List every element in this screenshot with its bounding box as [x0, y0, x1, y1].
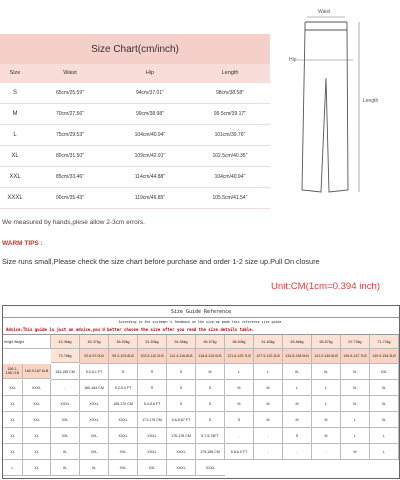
size-recommendation-cell: XXL [51, 428, 80, 444]
pound-header: 149.9-154.3LB [370, 349, 399, 364]
length-label: Length [363, 98, 379, 104]
size-chart-cell-size: S [0, 83, 30, 104]
size-recommendation-cell: S [138, 380, 167, 396]
size-chart-cell-waist: 90cm/35.43'' [30, 188, 110, 209]
size-recommendation-cell: L [254, 364, 283, 380]
size-chart-cell-waist: 65cm/25.59'' [30, 83, 110, 104]
reference-title: Size Guide Reference [3, 306, 399, 318]
size-chart-cell-size: M [0, 104, 30, 125]
height-ft: 5.2-5.4 FT [109, 380, 138, 396]
size-recommendation-cell: XL [341, 396, 370, 412]
pound-header: 160.9-167.6LB [23, 364, 51, 379]
size-chart-title: Size Chart(cm/inch) [0, 34, 270, 65]
size-chart-cell-length: 105.5cm/41.54'' [190, 188, 270, 209]
pound-header: 112.4-116.8LB [167, 349, 196, 364]
size-recommendation-cell: M [225, 380, 254, 396]
size-recommendation-cell: M [196, 364, 225, 380]
size-recommendation-cell: S [225, 412, 254, 428]
size-recommendation-cell: XL [312, 364, 341, 380]
pound-header: 121.6-125.7LB [225, 349, 254, 364]
size-recommendation-cell: - [51, 380, 80, 396]
size-recommendation-cell: M [254, 380, 283, 396]
weight-header: 61-63kg [254, 335, 283, 349]
size-chart-cell-size: XXXL [0, 188, 30, 209]
size-recommendation-cell: XXL [51, 412, 80, 428]
size-chart-cell-size: XXL [0, 167, 30, 188]
size-recommendation-cell: L [341, 428, 370, 444]
reference-corner: Height Weight [3, 335, 51, 349]
height-cm: 179-185 CM [196, 444, 225, 460]
size-recommendation-cell: XL [370, 380, 399, 396]
size-chart-header: Hip [110, 64, 190, 83]
size-recommendation-cell: XL [80, 460, 109, 476]
pound-header: 103.5-110.2LB [138, 349, 167, 364]
size-recommendation-cell: M [283, 396, 312, 412]
size-chart-section [0, 0, 400, 208]
size-chart-cell-hip: 109cm/42.91'' [110, 146, 190, 167]
size-recommendation-cell: S [167, 396, 196, 412]
pants-outline-icon [285, 0, 400, 208]
size-recommendation-cell: M [225, 396, 254, 412]
size-recommendation-cell: L [312, 380, 341, 396]
size-chart-cell-size: L [0, 125, 30, 146]
weight-header: 67-70kg [341, 335, 370, 349]
size-recommendation-cell: XXXL [51, 396, 80, 412]
weight-header: 42-46kg [51, 335, 80, 349]
size-recommendation-cell: XXXL [23, 380, 51, 396]
height-ft: 5.0-5.1 FT [80, 364, 109, 380]
warm-tips-text: Size runs small,Please check the size chart before purchase and order 1-2 size up.Pull On closure [2, 257, 320, 266]
size-recommendation-cell: M [254, 412, 283, 428]
size-chart-cell-length: 104cm/40.94'' [190, 167, 270, 188]
size-recommendation-cell: XXXL [167, 460, 196, 476]
size-chart-cell-waist: 75cm/29.53'' [30, 125, 110, 146]
size-chart-cell-length: 102.5cm/40.35'' [190, 146, 270, 167]
pound-header: 99.2-103.6LB [109, 349, 138, 364]
size-recommendation-cell: XXL [3, 380, 23, 396]
waist-label: Waist [318, 9, 331, 15]
unit-note: Unit:CM(1cm=0.394 inch) [271, 281, 381, 292]
pants-diagram [285, 0, 400, 208]
size-recommendation-cell: XL [3, 412, 23, 428]
size-recommendation-cell: - [225, 428, 254, 444]
size-recommendation-cell: XXXL [196, 460, 225, 476]
size-recommendation-cell: L [3, 460, 23, 476]
height-cm: 153-155 CM [51, 364, 80, 380]
size-chart-cell-waist: 70cm/27.56'' [30, 104, 110, 125]
size-recommendation-cell: XXXL [109, 428, 138, 444]
pound-header: 141.0-145.5LB [312, 349, 341, 364]
weight-header: 58-60kg [225, 335, 254, 349]
size-chart-cell-hip: 114cm/44.88'' [110, 167, 190, 188]
pound-header: 134.5-138.9LB [283, 349, 312, 364]
measure-note: We measured by hands,plese allow 2-3cm errors. [2, 219, 145, 226]
size-recommendation-cell: S [283, 428, 312, 444]
size-recommendation-cell: XXL [138, 460, 167, 476]
size-chart-cell-length: 98cm/38.58'' [190, 83, 270, 104]
size-recommendation-cell: XL [370, 412, 399, 428]
warm-tips-title: WARM TIPS : [2, 240, 43, 247]
size-recommendation-cell: L [225, 364, 254, 380]
height-cm: 160-164 CM [80, 380, 109, 396]
size-recommendation-cell: S [196, 396, 225, 412]
size-recommendation-cell: S [167, 364, 196, 380]
height-cm: 171-175 CM [138, 412, 167, 428]
size-chart-cell-waist: 85cm/33.46'' [30, 167, 110, 188]
size-recommendation-cell: XL [341, 380, 370, 396]
pound-header: 127.9-132.3LB [254, 349, 283, 364]
size-recommendation-cell: M [341, 444, 370, 460]
size-recommendation-cell: XXXL [138, 428, 167, 444]
size-chart-header: Size [0, 64, 30, 83]
size-recommendation-cell: S [138, 364, 167, 380]
height-cm: 165-170 CM [109, 396, 138, 412]
size-recommendation-cell: S [109, 364, 138, 380]
size-recommendation-cell: XL [283, 364, 312, 380]
height-ft: 5.4-5.6 FT [138, 396, 167, 412]
size-chart-cell-waist: 80cm/31.50'' [30, 146, 110, 167]
size-recommendation-cell: M [283, 412, 312, 428]
height-ft: 5.7-5.74FT [196, 428, 225, 444]
size-recommendation-cell: XL [3, 396, 23, 412]
weight-header: 73-76kg [51, 349, 80, 363]
size-recommendation-cell: XXXL [138, 444, 167, 460]
weight-header: 45-47kg [80, 335, 109, 349]
size-recommendation-cell: S [196, 412, 225, 428]
size-recommendation-cell: XXL [23, 412, 51, 428]
height-cm: 176-178 CM [167, 428, 196, 444]
size-recommendation-cell: XL [51, 460, 80, 476]
size-recommendation-cell: L [370, 444, 399, 460]
size-recommendation-cell: M [312, 428, 341, 444]
size-recommendation-cell: XXXL [109, 412, 138, 428]
reference-table [3, 335, 399, 476]
size-recommendation-cell: XXL [370, 364, 399, 380]
hip-label: Hip [289, 57, 297, 63]
size-guide-reference [2, 305, 400, 479]
pound-header: 145.5-147.7LB [341, 349, 370, 364]
size-chart-table [0, 64, 270, 209]
size-recommendation-cell: M [312, 412, 341, 428]
weight-header: 63-66kg [283, 335, 312, 349]
reference-advice: Advice:This guide is just an advice,you'd better choose the size after you read the size details table. [3, 326, 399, 335]
size-chart-cell-length: 101cm/39.76'' [190, 125, 270, 146]
size-recommendation-cell: L [370, 428, 399, 444]
size-recommendation-cell: XL [23, 460, 51, 476]
size-recommendation-cell: XL [341, 364, 370, 380]
size-recommendation-cell: XXL [23, 396, 51, 412]
size-recommendation-cell: XL [51, 444, 80, 460]
size-recommendation-cell: - [254, 444, 283, 460]
height-ft: 5.8-6.0 FT [225, 444, 254, 460]
size-recommendation-cell: XL [370, 396, 399, 412]
size-recommendation-cell: XL [3, 428, 23, 444]
weight-header: 56-57kg [196, 335, 225, 349]
size-chart-cell-size: XL [0, 146, 30, 167]
size-chart-cell-length: 99.5cm/39.17'' [190, 104, 270, 125]
weight-header: 66-67kg [312, 335, 341, 349]
size-chart-cell-hip: 94cm/37.01'' [110, 83, 190, 104]
size-recommendation-cell: L [312, 396, 341, 412]
size-chart-header: Waist [30, 64, 110, 83]
size-recommendation-cell: XL [23, 444, 51, 460]
size-recommendation-cell: S [196, 380, 225, 396]
size-recommendation-cell: XL [23, 428, 51, 444]
size-chart-cell-hip: 99cm/38.98'' [110, 104, 190, 125]
size-recommendation-cell: XXL [109, 444, 138, 460]
size-recommendation-cell: - [283, 444, 312, 460]
size-recommendation-cell: XXXL [80, 396, 109, 412]
size-recommendation-cell: M [254, 396, 283, 412]
size-recommendation-cell: XXXL [167, 444, 196, 460]
size-recommendation-cell: L [341, 412, 370, 428]
weight-header: 46-50kg [109, 335, 138, 349]
size-recommendation-cell: XXL [80, 428, 109, 444]
weight-header: 71-72kg [370, 335, 399, 349]
weight-header: 51-53kg [138, 335, 167, 349]
reference-subtitle: According to the customer's feedback on the size,we made this reference size guide. [118, 320, 284, 324]
size-chart-header: Length [190, 64, 270, 83]
pound-header: 118.8-119.0LB [196, 349, 225, 364]
size-recommendation-cell: XXL [109, 460, 138, 476]
weight-header: 54-56kg [167, 335, 196, 349]
size-chart-cell-hip: 104cm/40.94'' [110, 125, 190, 146]
pound-header: 92.6-97.0LB [80, 349, 109, 364]
size-recommendation-cell: S [167, 380, 196, 396]
size-chart-cell-hip: 119cm/46.85'' [110, 188, 190, 209]
pound-header: 156.1-158.7LB [3, 364, 23, 379]
size-recommendation-cell: L [283, 380, 312, 396]
size-recommendation-cell: XXXL [80, 412, 109, 428]
size-recommendation-cell: - [312, 444, 341, 460]
size-recommendation-cell: XL [3, 444, 23, 460]
height-ft: 5.6-5.67 FT [167, 412, 196, 428]
size-recommendation-cell: XXL [80, 444, 109, 460]
size-recommendation-cell: - [254, 428, 283, 444]
